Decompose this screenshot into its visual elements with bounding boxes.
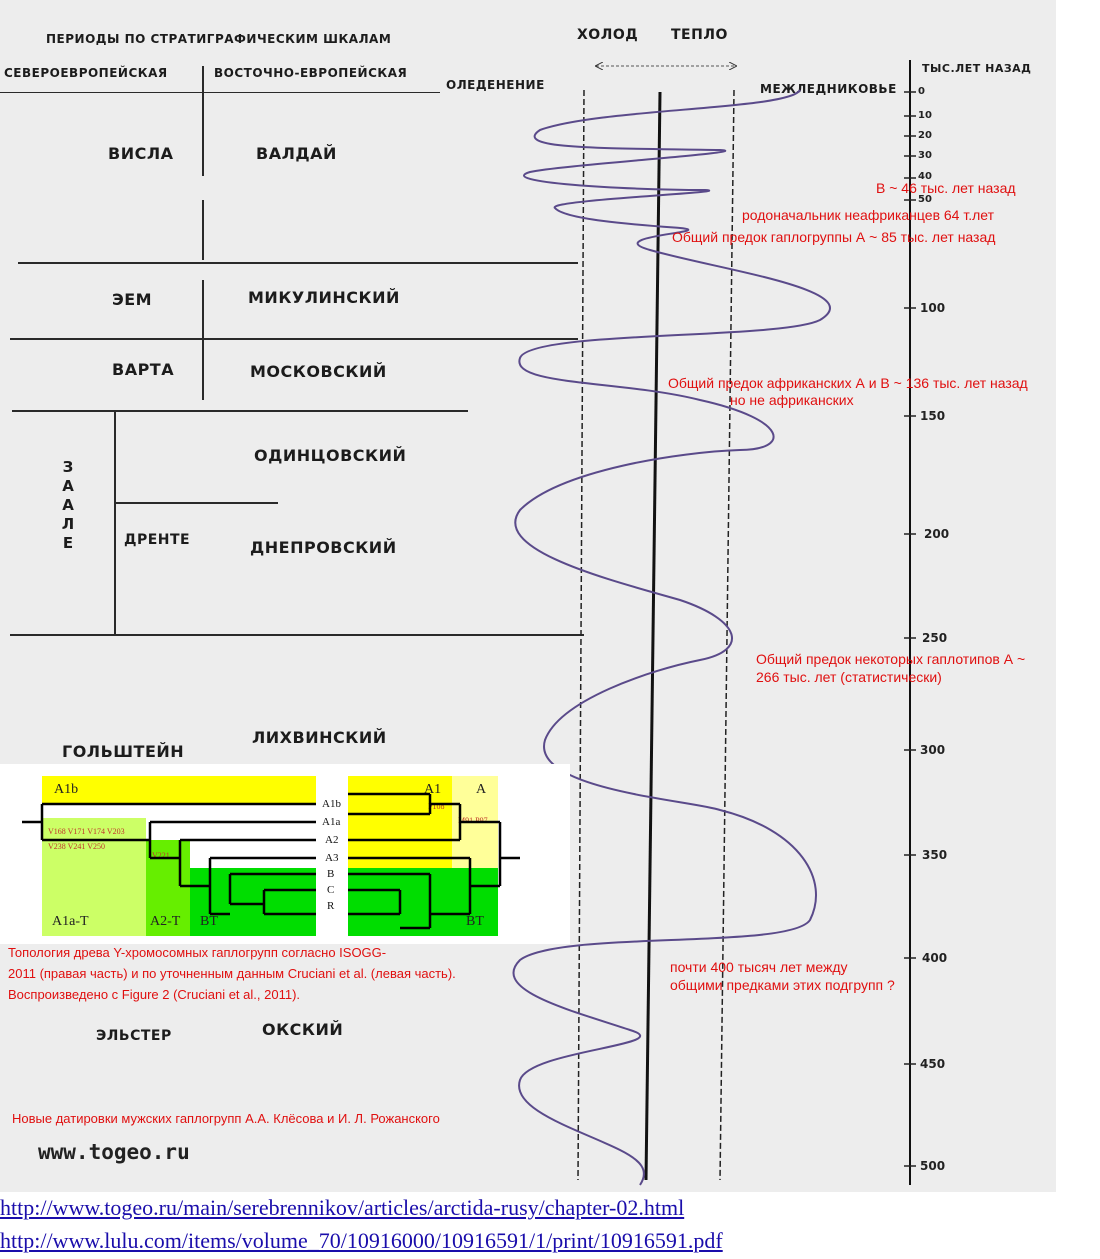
- leaf-b: B: [327, 868, 335, 880]
- watermark-togeo: www.togeo.ru: [38, 1140, 190, 1164]
- topology-caption-line1: Топология древа Y-хромосомных гаплогрупп согласно ISOGG-: [8, 945, 387, 960]
- tick-450: 450: [920, 1057, 946, 1071]
- period-oksky: ОКСКИЙ: [262, 1020, 344, 1039]
- annotation-ancestor64: родоначальник неафриканцев 64 т.лет: [742, 207, 995, 223]
- label-bt-right: BT: [466, 914, 484, 929]
- saale-letter-1: З: [62, 458, 74, 476]
- leaf-a1b: A1b: [322, 798, 341, 810]
- markers-line1: V168 V171 V174 V203: [48, 827, 125, 836]
- cold-dashed-line: [578, 90, 584, 1180]
- label-a: A: [476, 782, 487, 797]
- period-drenthe: ДРЕНТЕ: [124, 532, 191, 548]
- leaf-r: R: [327, 900, 335, 912]
- saale-letter-2: А: [62, 477, 74, 495]
- leaf-a2: A2: [325, 834, 339, 846]
- topology-caption-line2: 2011 (правая часть) и по уточненным данным Cruciani et al. (левая часть).: [8, 966, 456, 981]
- link-togeo-chapter[interactable]: http://www.togeo.ru/main/serebrennikov/articles/arctida-rusy/chapter-02.html: [0, 1195, 685, 1220]
- cold-header: ХОЛОД: [577, 27, 639, 43]
- leaf-a3: A3: [325, 852, 339, 864]
- tick-100: 100: [920, 301, 946, 315]
- center-line: [646, 92, 660, 1180]
- annotation-a85: Общий предок гаплогруппы А ~ 85 тыс. лет назад: [672, 229, 996, 245]
- new-dating-caption: Новые датировки мужских гаплогрупп А.А. Клёсова и И. Л. Рожанского: [12, 1111, 440, 1126]
- annotation-gap400-line2: общими предками этих подгрупп ?: [670, 977, 895, 993]
- label-a1: A1: [424, 782, 442, 797]
- period-valdai: ВАЛДАЙ: [256, 144, 337, 163]
- tick-400: 400: [922, 951, 948, 965]
- annotation-a266-line2: 266 тыс. лет (статистически): [756, 669, 942, 685]
- period-likhvinsky: ЛИХВИНСКИЙ: [252, 728, 387, 747]
- period-odintsovsky: ОДИНЦОВСКИЙ: [254, 446, 407, 465]
- markers-line2: V238 V241 V250: [48, 842, 106, 851]
- column-north-header: СЕВЕРОЕВРОПЕЙСКАЯ: [4, 66, 168, 80]
- ka-label: ТЫС.ЛЕТ НАЗАД: [922, 62, 1032, 75]
- topology-caption-line3: Воспроизведено с Figure 2 (Cruciani et al., 2011).: [8, 987, 301, 1002]
- tick-40: 40: [918, 171, 932, 182]
- tick-300: 300: [920, 743, 946, 757]
- tick-150: 150: [920, 409, 946, 423]
- tick-350: 350: [922, 848, 948, 862]
- leaf-a1a: A1a: [322, 816, 341, 828]
- annotation-gap400-line1: почти 400 тысяч лет между: [670, 959, 848, 975]
- link-lulu-pdf[interactable]: http://www.lulu.com/items/volume_70/10916000/10916591/1/print/10916591.pdf: [0, 1228, 723, 1253]
- haplogroup-tree-inset: [0, 764, 570, 944]
- marker-p108: P108: [428, 802, 445, 811]
- tick-20: 20: [918, 130, 932, 141]
- period-warta: ВАРТА: [112, 360, 175, 379]
- label-bt-left: BT: [200, 914, 218, 929]
- tick-500: 500: [920, 1159, 946, 1173]
- period-mikulinsky: МИКУЛИНСКИЙ: [248, 288, 400, 307]
- tick-200: 200: [924, 527, 950, 541]
- annotation-b46: В ~ 46 тыс. лет назад: [876, 180, 1016, 196]
- column-east-header: ВОСТОЧНО-ЕВРОПЕЙСКАЯ: [214, 66, 408, 80]
- tick-50: 50: [918, 194, 932, 205]
- interglacial-header: МЕЖЛЕДНИКОВЬЕ: [760, 82, 897, 96]
- period-eem: ЭЕМ: [112, 290, 153, 309]
- warm-header: ТЕПЛО: [671, 27, 728, 43]
- period-elster: ЭЛЬСТЕР: [96, 1028, 172, 1044]
- glaciation-header: ОЛЕДЕНЕНИЕ: [446, 78, 545, 92]
- tick-10: 10: [918, 110, 932, 121]
- saale-letter-4: Л: [61, 515, 75, 533]
- period-visla: ВИСЛА: [108, 144, 174, 163]
- annotation-ab136-line2: но не африканских: [730, 392, 854, 408]
- leaf-c: C: [327, 884, 335, 896]
- climate-curve: [513, 90, 830, 1185]
- label-a1b-box: A1b: [54, 782, 79, 797]
- saale-letter-5: Е: [62, 534, 74, 552]
- saale-letter-3: А: [62, 496, 74, 514]
- label-a1a-t: A1a-T: [52, 914, 89, 929]
- period-dneprovsky: ДНЕПРОВСКИЙ: [250, 538, 397, 557]
- marker-m91: M91 P97: [458, 816, 488, 825]
- tick-30: 30: [918, 150, 932, 161]
- annotation-a266-line1: Общий предок некоторых гаплотипов А ~: [756, 651, 1026, 667]
- period-holstein: ГОЛЬШТЕЙН: [62, 742, 185, 761]
- label-a2-t: A2-T: [150, 914, 181, 929]
- periods-title: ПЕРИОДЫ ПО СТРАТИГРАФИЧЕСКИМ ШКАЛАМ: [46, 32, 392, 46]
- tick-250: 250: [922, 631, 948, 645]
- marker-v221: V221: [152, 851, 170, 860]
- tree-branches: [0, 764, 570, 944]
- annotation-ab136-line1: Общий предок африканских А и В ~ 136 тыс. лет назад: [668, 375, 1028, 391]
- tick-0: 0: [918, 86, 925, 97]
- period-moskovsky: МОСКОВСКИЙ: [250, 362, 387, 381]
